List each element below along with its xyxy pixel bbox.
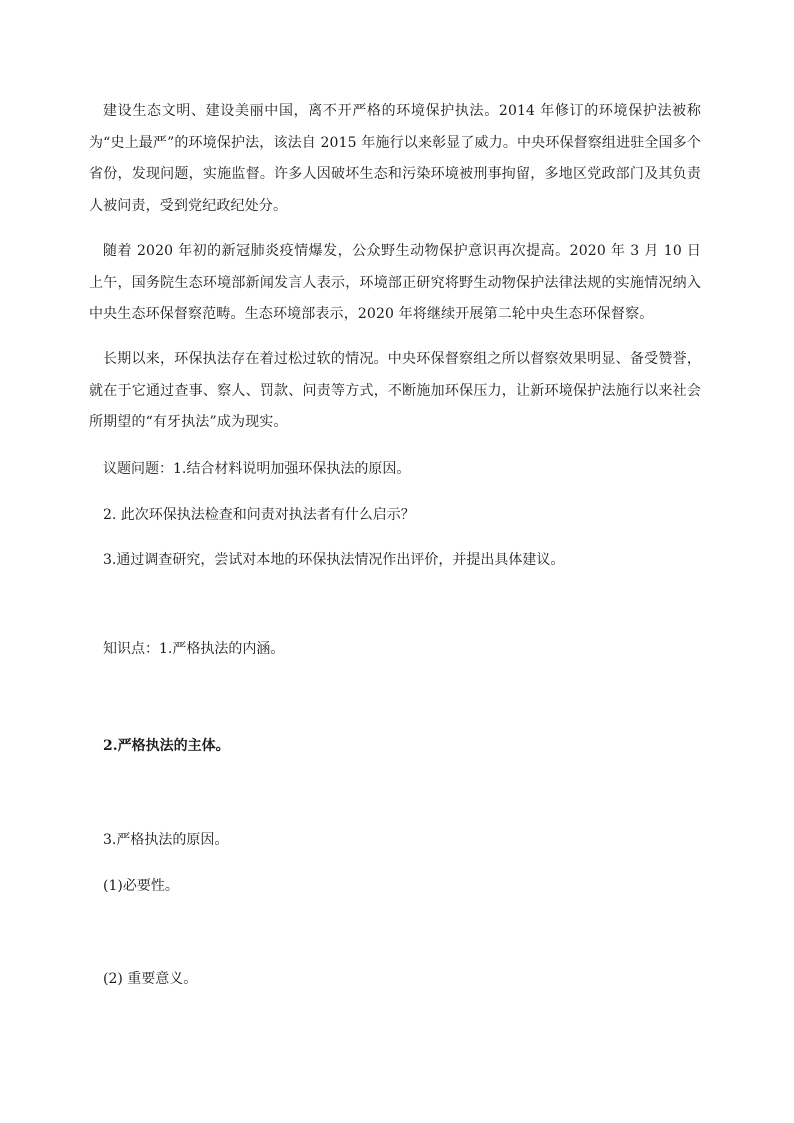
question-1: 议题问题：1.结合材料说明加强环保执法的原因。 (103, 461, 411, 477)
knowledge-point-3-necessity: (1)必要性。 (103, 878, 179, 894)
knowledge-point-1: 知识点：1.严格执法的内涵。 (103, 641, 285, 657)
question-3: 3.通过调查研究，尝试对本地的环保执法情况作出评价，并提出具体建议。 (103, 552, 565, 568)
knowledge-point-3: 3.严格执法的原因。 (103, 832, 229, 848)
knowledge-point-3-significance: (2) 重要意义。 (103, 971, 198, 987)
paragraph-strict-enforcement: 长期以来，环保执法存在着过松过软的情况。中央环保督察组之所以督察效果明显、备受赞誉，就在于它通过查事、察人、罚款、问责等方式，不断施加环保压力，让新环境保护法施行以来社会所期望的“有牙执法”成为现实。 (89, 351, 701, 430)
question-2: 2. 此次环保执法检查和问责对执法者有什么启示？ (103, 507, 415, 523)
paragraph-environmental-law-enforcement: 建设生态文明、建设美丽中国，离不开严格的环境保护执法。2014 年修订的环境保护法被称为“史上最严”的环境保护法，该法自 2015 年施行以来彰显了威力。中央环保督察组进驻全国多个省份，发现问题，实施监督。许多人因破坏生态和污染环境被刑事拘留，多地区党政部门及其负责人被问责，受到党纪政纪处分。 (89, 103, 701, 214)
knowledge-point-2: 2.严格执法的主体。 (103, 738, 230, 754)
paragraph-wildlife-protection: 随着 2020 年初的新冠肺炎疫情爆发，公众野生动物保护意识再次提高。2020 年 3 月 10 日上午，国务院生态环境部新闻发言人表示，环境部正研究将野生动物保护法律法规的实施情况纳入中央生态环保督察范畴。生态环境部表示，2020 年将继续开展第二轮中央生态环保督察。 (89, 243, 701, 322)
